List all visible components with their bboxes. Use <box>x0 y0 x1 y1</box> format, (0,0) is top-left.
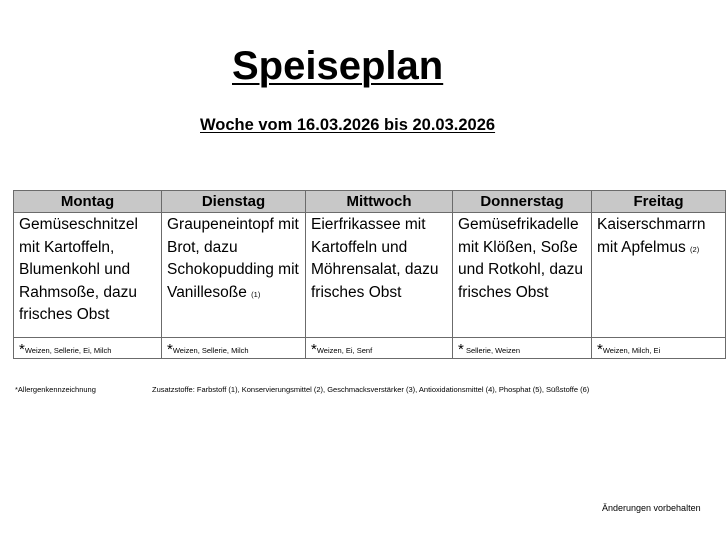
page-title: Speiseplan <box>232 44 444 88</box>
dish-wednesday <box>306 213 453 338</box>
allergens-tuesday <box>162 338 306 359</box>
allergens-monday <box>14 338 162 359</box>
allergen-text: Sellerie, Weizen <box>465 345 520 355</box>
disclaimer: Änderungen vorbehalten <box>602 503 701 513</box>
allergens-friday <box>592 338 726 359</box>
day-header-wednesday: Mittwoch <box>306 191 453 213</box>
dish-text: Eierfrikassee mit Kartoffeln und Möhrensalat, dazu frisches Obst <box>311 216 439 301</box>
day-header-thursday: Donnerstag <box>453 191 592 213</box>
week-range: Woche vom 16.03.2026 bis 20.03.2026 <box>200 116 496 134</box>
dish-thursday <box>453 213 592 338</box>
allergens-wednesday <box>306 338 453 359</box>
allergen-text: Weizen, Ei, Senf <box>316 345 373 355</box>
additive-note: (2) <box>690 244 700 254</box>
allergen-row <box>14 338 726 359</box>
meal-plan-table <box>13 190 726 359</box>
day-header-monday: Montag <box>14 191 162 213</box>
allergen-text: Weizen, Sellerie, Milch <box>172 345 249 355</box>
header-row <box>14 191 726 213</box>
dish-friday <box>592 213 726 338</box>
asterisk-icon: * <box>19 340 25 358</box>
asterisk-icon: * <box>597 340 603 358</box>
allergen-text: Weizen, Sellerie, Ei, Milch <box>24 345 112 355</box>
dish-row <box>14 213 726 338</box>
dish-monday <box>14 213 162 338</box>
additives-legend: Zusatzstoffe: Farbstoff (1), Konservierungsmittel (2), Geschmacksverstärker (3), Antioxidationsmittel (4), Phosphat (5), Süßstoffe (6) <box>152 385 590 394</box>
dish-text: Kaiserschmarrn mit Apfelmus <box>597 216 706 256</box>
allergens-thursday <box>453 338 592 359</box>
dish-text: Gemüsefrikadelle mit Klößen, Soße und Rotkohl, dazu frisches Obst <box>458 216 583 301</box>
asterisk-icon: * <box>311 340 317 358</box>
asterisk-icon: * <box>167 340 173 358</box>
dish-text: Graupeneintopf mit Brot, dazu Schokopudding mit Vanillesoße <box>167 216 299 301</box>
asterisk-icon: * <box>458 340 464 358</box>
dish-tuesday <box>162 213 306 338</box>
day-header-tuesday: Dienstag <box>162 191 306 213</box>
allergen-text: Weizen, Milch, Ei <box>602 345 661 355</box>
dish-text: Gemüseschnitzel mit Kartoffeln, Blumenkohl und Rahmsoße, dazu frisches Obst <box>19 216 138 323</box>
allergen-legend: *Allergenkennzeichnung <box>15 385 96 394</box>
additive-note: (1) <box>251 289 261 299</box>
day-header-friday: Freitag <box>592 191 726 213</box>
